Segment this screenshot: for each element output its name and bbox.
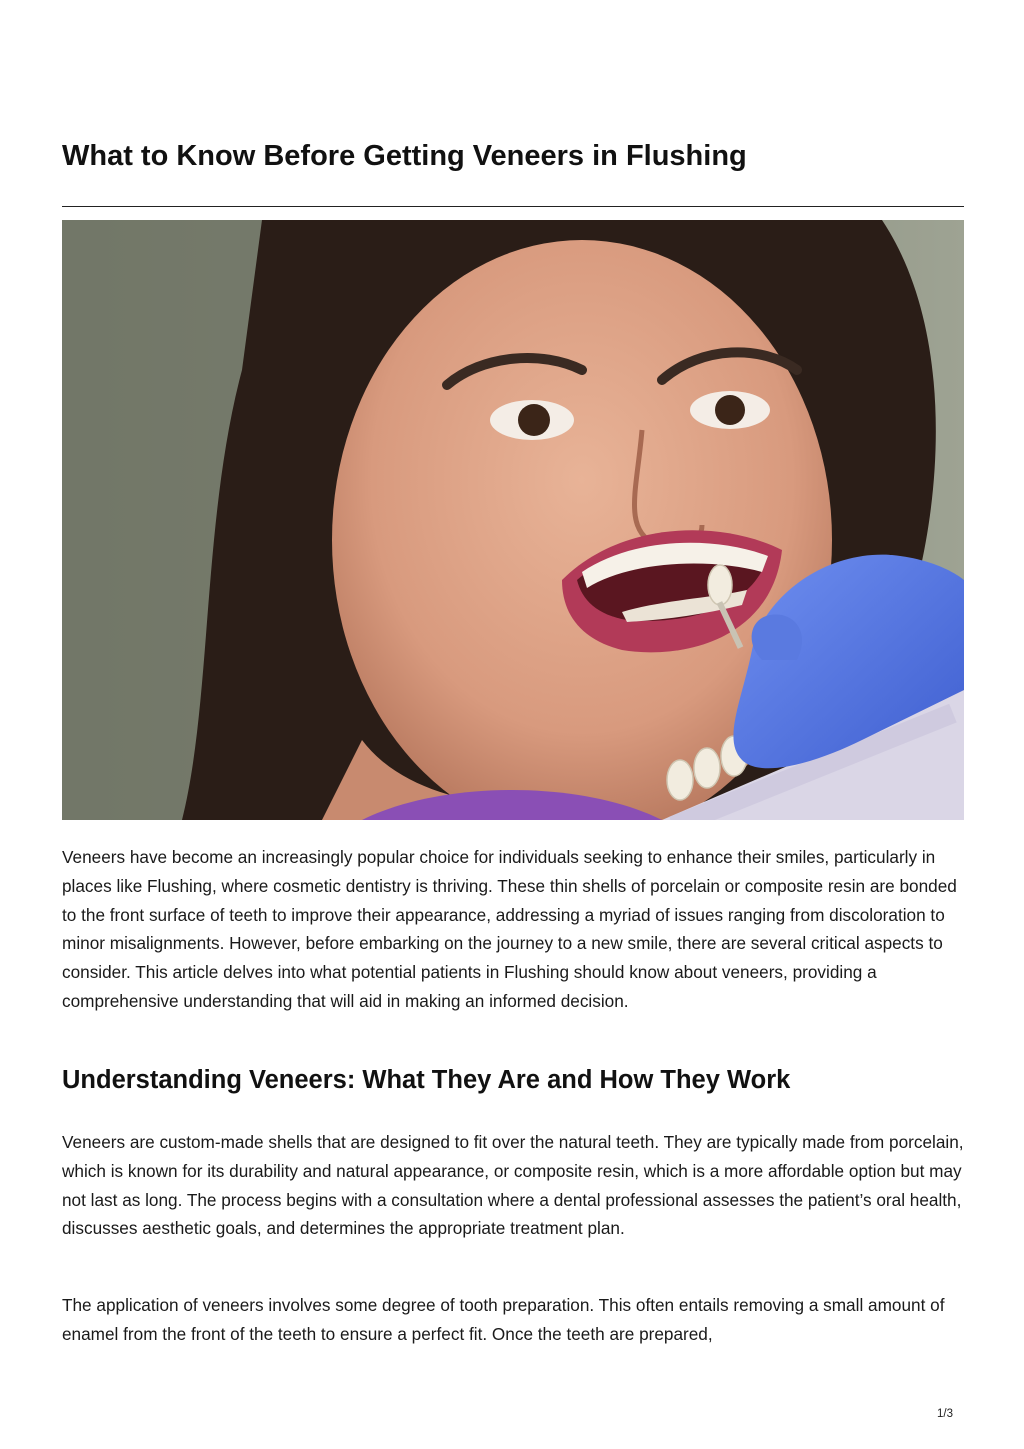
page-title: What to Know Before Getting Veneers in Flushing <box>62 140 747 172</box>
title-divider <box>62 206 964 207</box>
hero-image <box>62 220 964 820</box>
intro-paragraph: Veneers have become an increasingly popular choice for individuals seeking to enhance their smiles, particularly in places like Flushing, where cosmetic dentistry is thriving. These thin shells of porcelain or composite resin are bonded to the front surface of teeth to improve their appearance, addressing a myriad of issues ranging from discoloration to minor misalignments. However, before embarking on the journey to a new smile, there are several critical aspects to consider. This article delves into what potential patients in Flushing should know about veneers, providing a comprehensive understanding that will aid in making an informed decision. <box>62 847 957 1011</box>
body-paragraph: Veneers are custom-made shells that are designed to fit over the natural teeth. They are typically made from porcelain, which is known for its durability and natural appearance, or composite resin, which is a more affordable option but may not last as long. The process begins with a consultation where a dental professional assesses the patient’s oral health, discusses aesthetic goals, and determines the appropriate treatment plan. <box>62 1132 964 1239</box>
body-paragraph: The application of veneers involves some degree of tooth preparation. This often entails removing a small amount of enamel from the front of the teeth to ensure a perfect fit. Once the teeth are prepared, <box>62 1295 945 1344</box>
section-heading: Understanding Veneers: What They Are and How They Work <box>62 1066 791 1094</box>
page-number: 1/3 <box>937 1408 953 1420</box>
